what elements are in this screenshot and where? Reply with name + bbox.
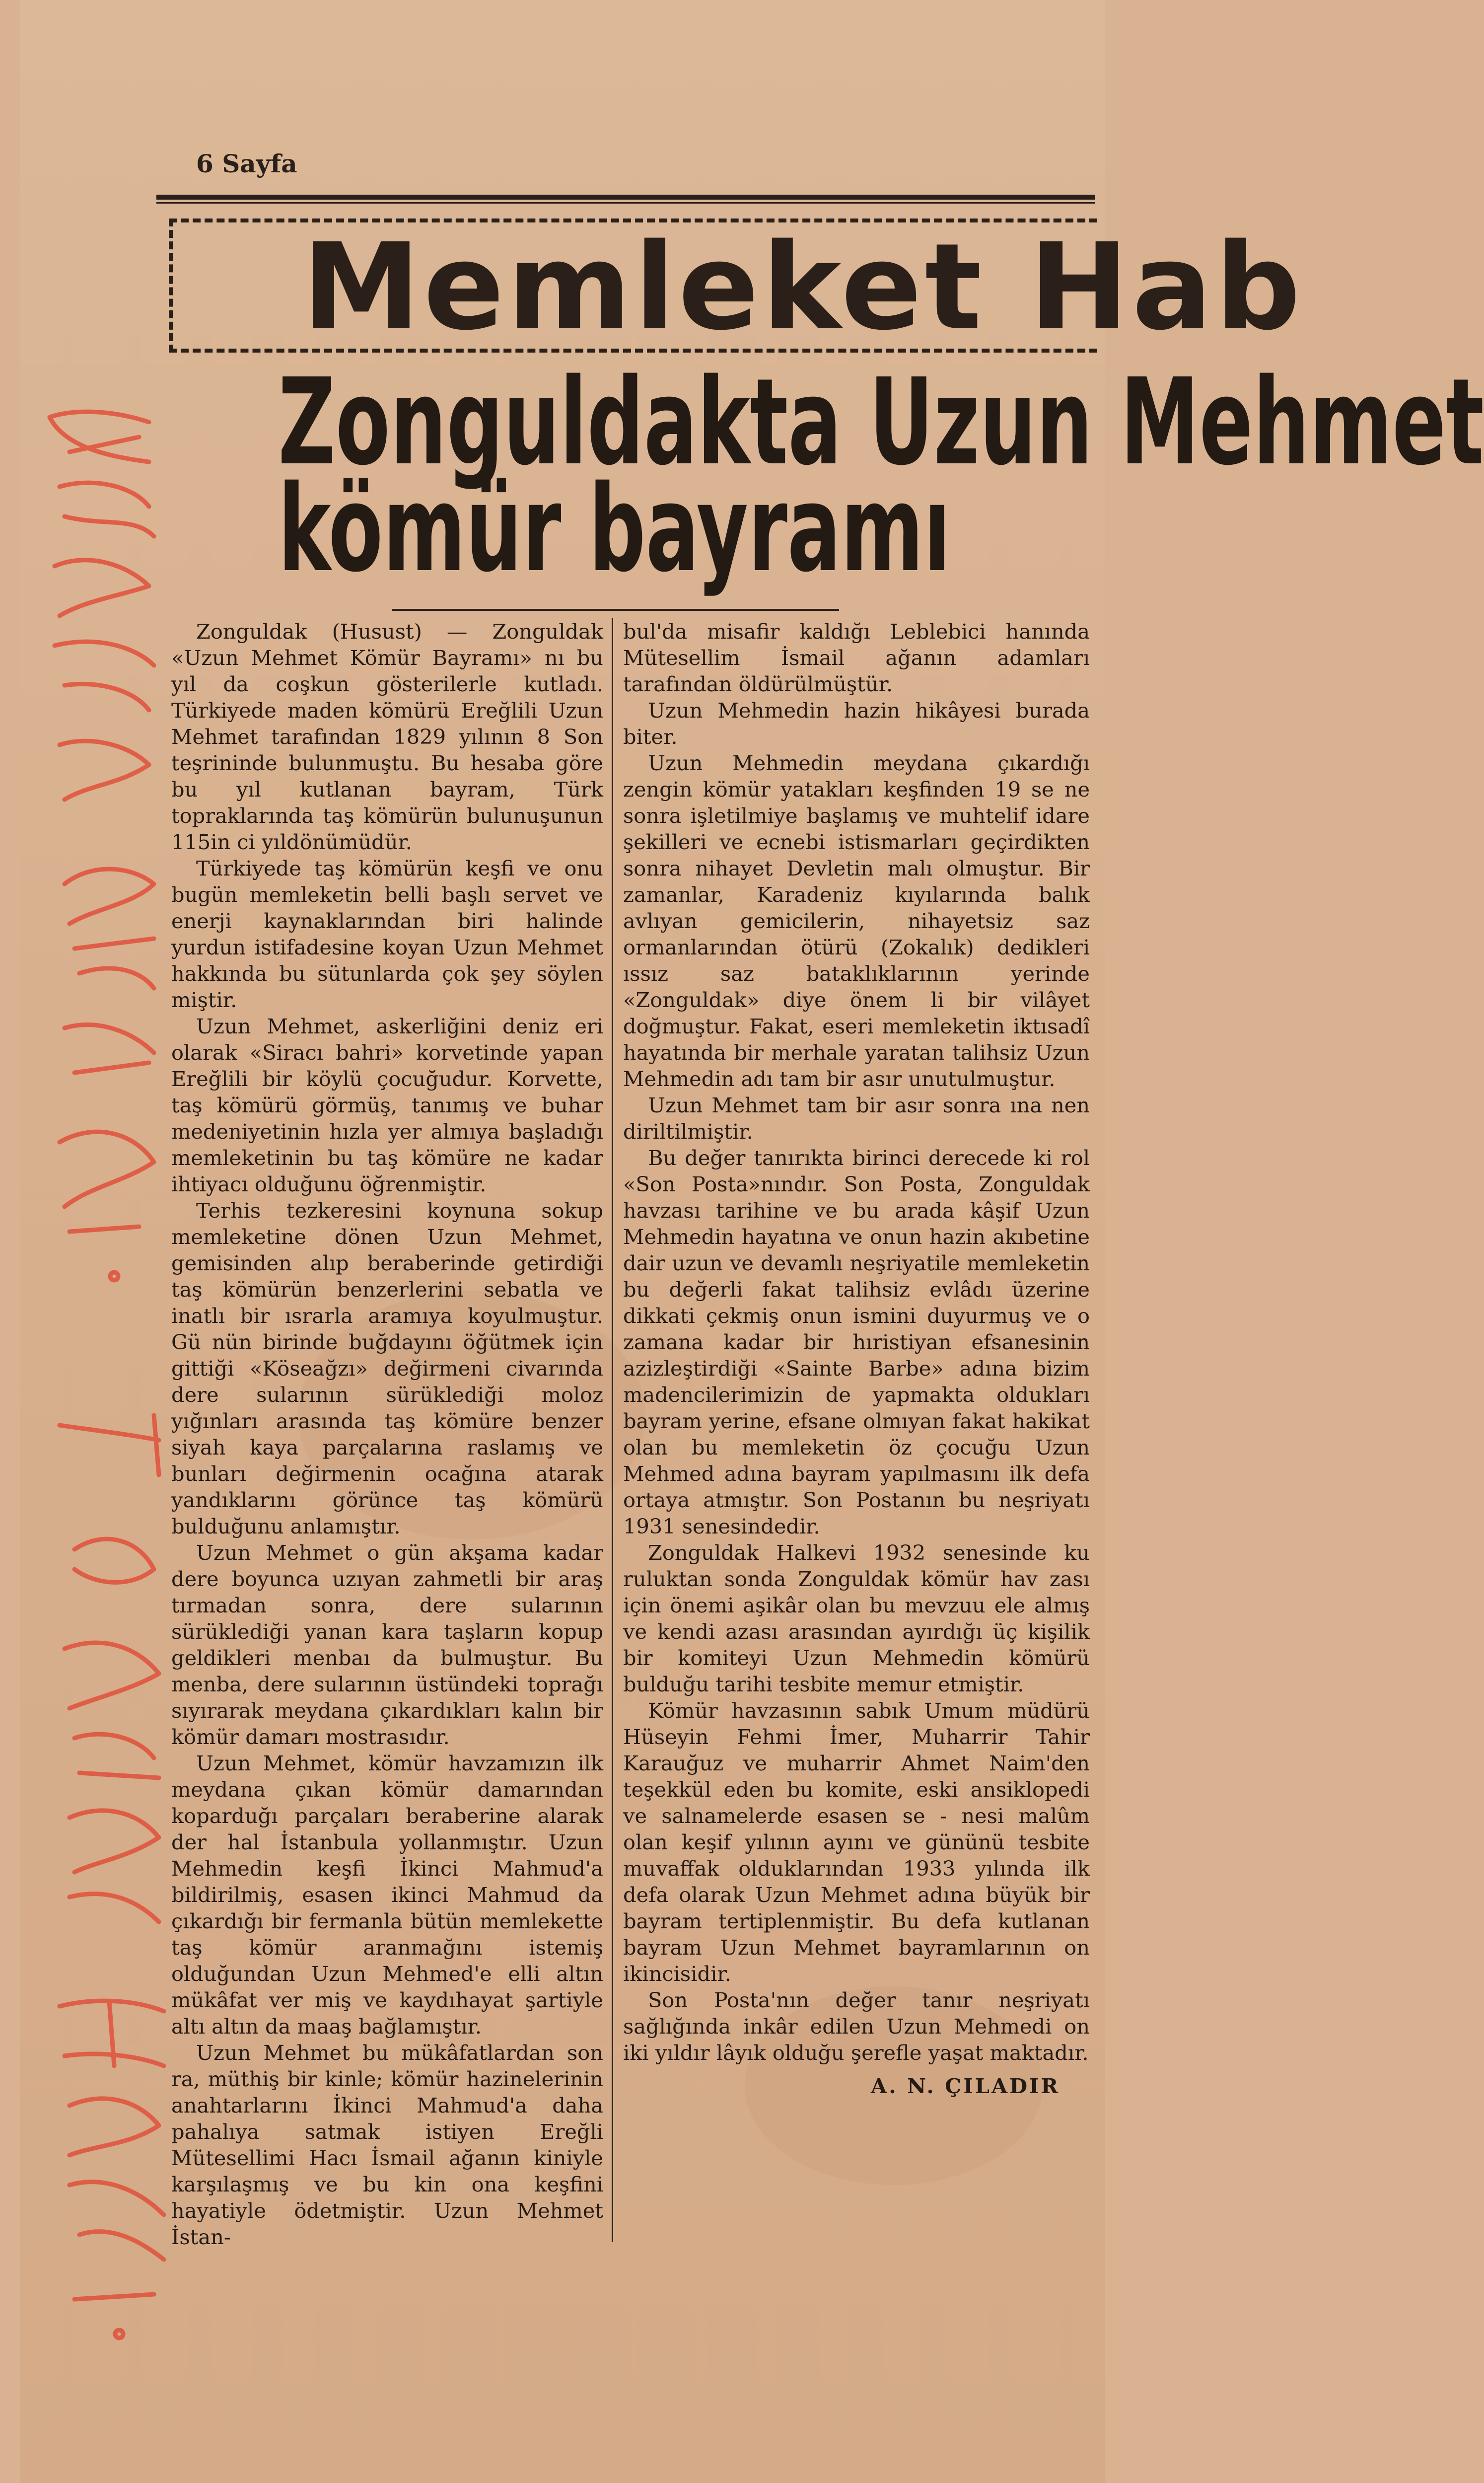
article-paragraph: Uzun Mehmedin meydana çıkardığı zengin kömür yatakları keşfinden 19 se ne sonra işletilmiye başlamış ve muhtelif idare şekilleri ve ecnebi istismarları geçirdikten sonra nihayet Devletin malı olmuştur. Bir zamanlar, Karadeniz kıyılarında balık avlıyan gemicilerin, nihayetsiz saz ormanlarından ötürü (Zokalık) dedikleri ıssız saz bataklıklarının yerinde «Zonguldak» diye önem li bir vilâyet doğmuştur. Fakat, eseri memleketin iktısadî hayatında bir merhale yaratan talihsiz Uzun Mehmedin adı tam bir asır unutulmuştur. xyxy=(623,751,1090,1091)
article-paragraph: Türkiyede taş kömürün keşfi ve onu bugün memleketin belli başlı servet ve enerji kaynaklarından biri halinde yurdun istifadesine koyan Uzun Mehmet hakkında bu sütunlarda çok şey söylen miştir. xyxy=(171,856,603,1012)
top-rule xyxy=(156,195,1095,200)
article-paragraph: Son Posta'nın değer tanır neşriyatı sağlığında inkâr edilen Uzun Mehmedi on iki yıldır lâyık olduğu şerefle yaşat maktadır. xyxy=(623,1988,1090,2065)
handwritten-annotation xyxy=(20,387,218,2473)
headline-line-1: Zonguldakta Uzun Mehmet xyxy=(278,353,1484,492)
top-rule-thin xyxy=(156,202,1095,204)
headline-line-2: kömür bayramı xyxy=(278,459,951,598)
article-paragraph: Bu değer tanırıkta birinci derecede ki rol «Son Posta»nındır. Son Posta, Zonguldak havzası tarihine ve bu arada kâşif Uzun Mehmedin hayatına ve onun hazin akıbetine dair uzun ve devamlı neşriyatile memleketin bu değerli fakat talihsiz evlâdı üzerine dikkati çekmiş onun ismini duyurmuş ve o zamana kadar bir hıristiyan efsanesinin azizleştirdiği «Sainte Barbe» adına bizim madencilerimizin de yapmakta oldukları bayram yerine, efsane olmıyan fakat hakikat olan bu memleketin öz çocuğu Uzun Mehmed adına bayram yapılmasını ilk defa ortaya atmıştır. Son Postanın bu neşriyatı 1931 senesindedir. xyxy=(623,1146,1090,1538)
article-paragraph: Kömür havzasının sabık Umum müdürü Hüseyin Fehmi İmer, Muharrir Tahir Karauğuz ve muharrir Ahmet Naim'den teşekkül eden bu komite, eski ansiklopedi ve salnamelerde esasen se - nesi malûm olan keşif yılının ayını ve gününü tesbite muvaffak olduklarından 1933 yılında ilk defa olarak Uzun Mehmet adına büyük bir bayram tertiplenmiştir. Bu defa kutlanan bayram Uzun Mehmet bayramlarının on ikincisidir. xyxy=(623,1698,1090,1986)
article-paragraph: Uzun Mehmedin hazin hikâyesi burada biter. xyxy=(623,698,1090,749)
author-signature: A. N. ÇILADIR xyxy=(871,2074,1060,2098)
article-column-right xyxy=(623,618,1090,2099)
column-divider xyxy=(612,618,613,2242)
article-paragraph: Zonguldak (Husust) — Zonguldak «Uzun Mehmet Kömür Bayramı» nı bu yıl da coşkun gösterilerle kutladı. Türkiyede maden kömürü Ereğlili Uzun Mehmet tarafından 1829 yılının 8 Son teşrininde bulunmuştu. Bu hesaba göre bu yıl kutlanan bayram, Türk topraklarında taş kömürün bulunuşunun 115in ci yıldönümüdür. xyxy=(171,619,603,854)
article-paragraph: Uzun Mehmet tam bir asır sonra ına nen diriltilmiştir. xyxy=(623,1093,1090,1144)
article-paragraph: Uzun Mehmet o gün akşama kadar dere boyunca uzıyan zahmetli bir araş tırmadan sonra, dere sularının sürüklediği yanan kara taşların kopup geldikleri menbaı da bulmuştur. Bu menba, dere sularının üstündeki toprağı sıyırarak meydana çıkardıkları kalın bir kömür damarı mostrasıdır. xyxy=(171,1540,603,1749)
article-paragraph: bul'da misafir kaldığı Leblebici hanında Mütesellim İsmail ağanın adamları tarafından öldürülmüştür. xyxy=(623,619,1090,696)
article-paragraph: Uzun Mehmet, kömür havzamızın ilk meydana çıkan kömür damarından koparduğı parçaları beraberine alarak der hal İstanbula yollanmıştır. Uzun Mehmedin keşfi İkinci Mahmud'a bildirilmiş, esasen ikinci Mahmud da çıkardığı bir fermanla bütün memlekette taş kömür aranmağını istemiş olduğundan Uzun Mehmed'e elli altın mükâfat ver miş ve kaydıhayat şartiyle altı altın da maaş bağlamıştır. xyxy=(171,1751,603,2039)
article-paragraph: Uzun Mehmet bu mükâfatlardan son ra, müthiş bir kinle; kömür hazinelerinin anahtarlarını İkinci Mahmud'a daha pahalıya satmak istiyen Ereğli Mütesellimi Hacı İsmail ağanın kiniyle karşılaşmış ve bu kin ona keşfini hayatiyle ödetmiştir. Uzun Mehmet İstan- xyxy=(171,2041,603,2249)
article-paragraph: Terhis tezkeresini koynuna sokup memleketine dönen Uzun Mehmet, gemisinden alıp beraberinde getirdiği taş kömürün benzerlerini sebatla ve inatlı bir ısrarla aramıya koyulmuştur. Gü nün birinde buğdayını öğütmek için gittiği «Köseağzı» değirmeni civarında dere sularının sürüklediği moloz yığınları arasında taş kömüre benzer siyah kaya parçalarına raslamış ve bunları değirmenin ocağına atarak yandıklarını görünce taş kömürü bulduğunu anlamıştır. xyxy=(171,1198,603,1538)
article-column-left xyxy=(171,618,603,2250)
article-paragraph: Uzun Mehmet, askerliğini deniz eri olarak «Siracı bahri» korvetinde yapan Ereğlili bir köylü çocuğudur. Korvette, taş kömürü görmüş, tanımış ve buhar medeniyetinin hızla yer almıya başladığı memleketinin bu taş kömüre ne kadar ihtiyacı olduğunu öğrenmiştir. xyxy=(171,1014,603,1196)
article-paragraph: Zonguldak Halkevi 1932 senesinde ku ruluktan sonda Zonguldak kömür hav zası için önemi aşikâr olan bu mevzuu ele almış ve kendi azası arasından ayırdığı üç kişilik bir komiteyi Uzun Mehmedin kömürü bulduğu tarihi tesbite memur etmiştir. xyxy=(623,1540,1090,1696)
page-number: 6 Sayfa xyxy=(196,149,297,178)
headline-separator xyxy=(392,609,839,611)
section-banner xyxy=(169,218,1304,357)
section-banner-title: Memleket Hab xyxy=(302,218,1304,357)
